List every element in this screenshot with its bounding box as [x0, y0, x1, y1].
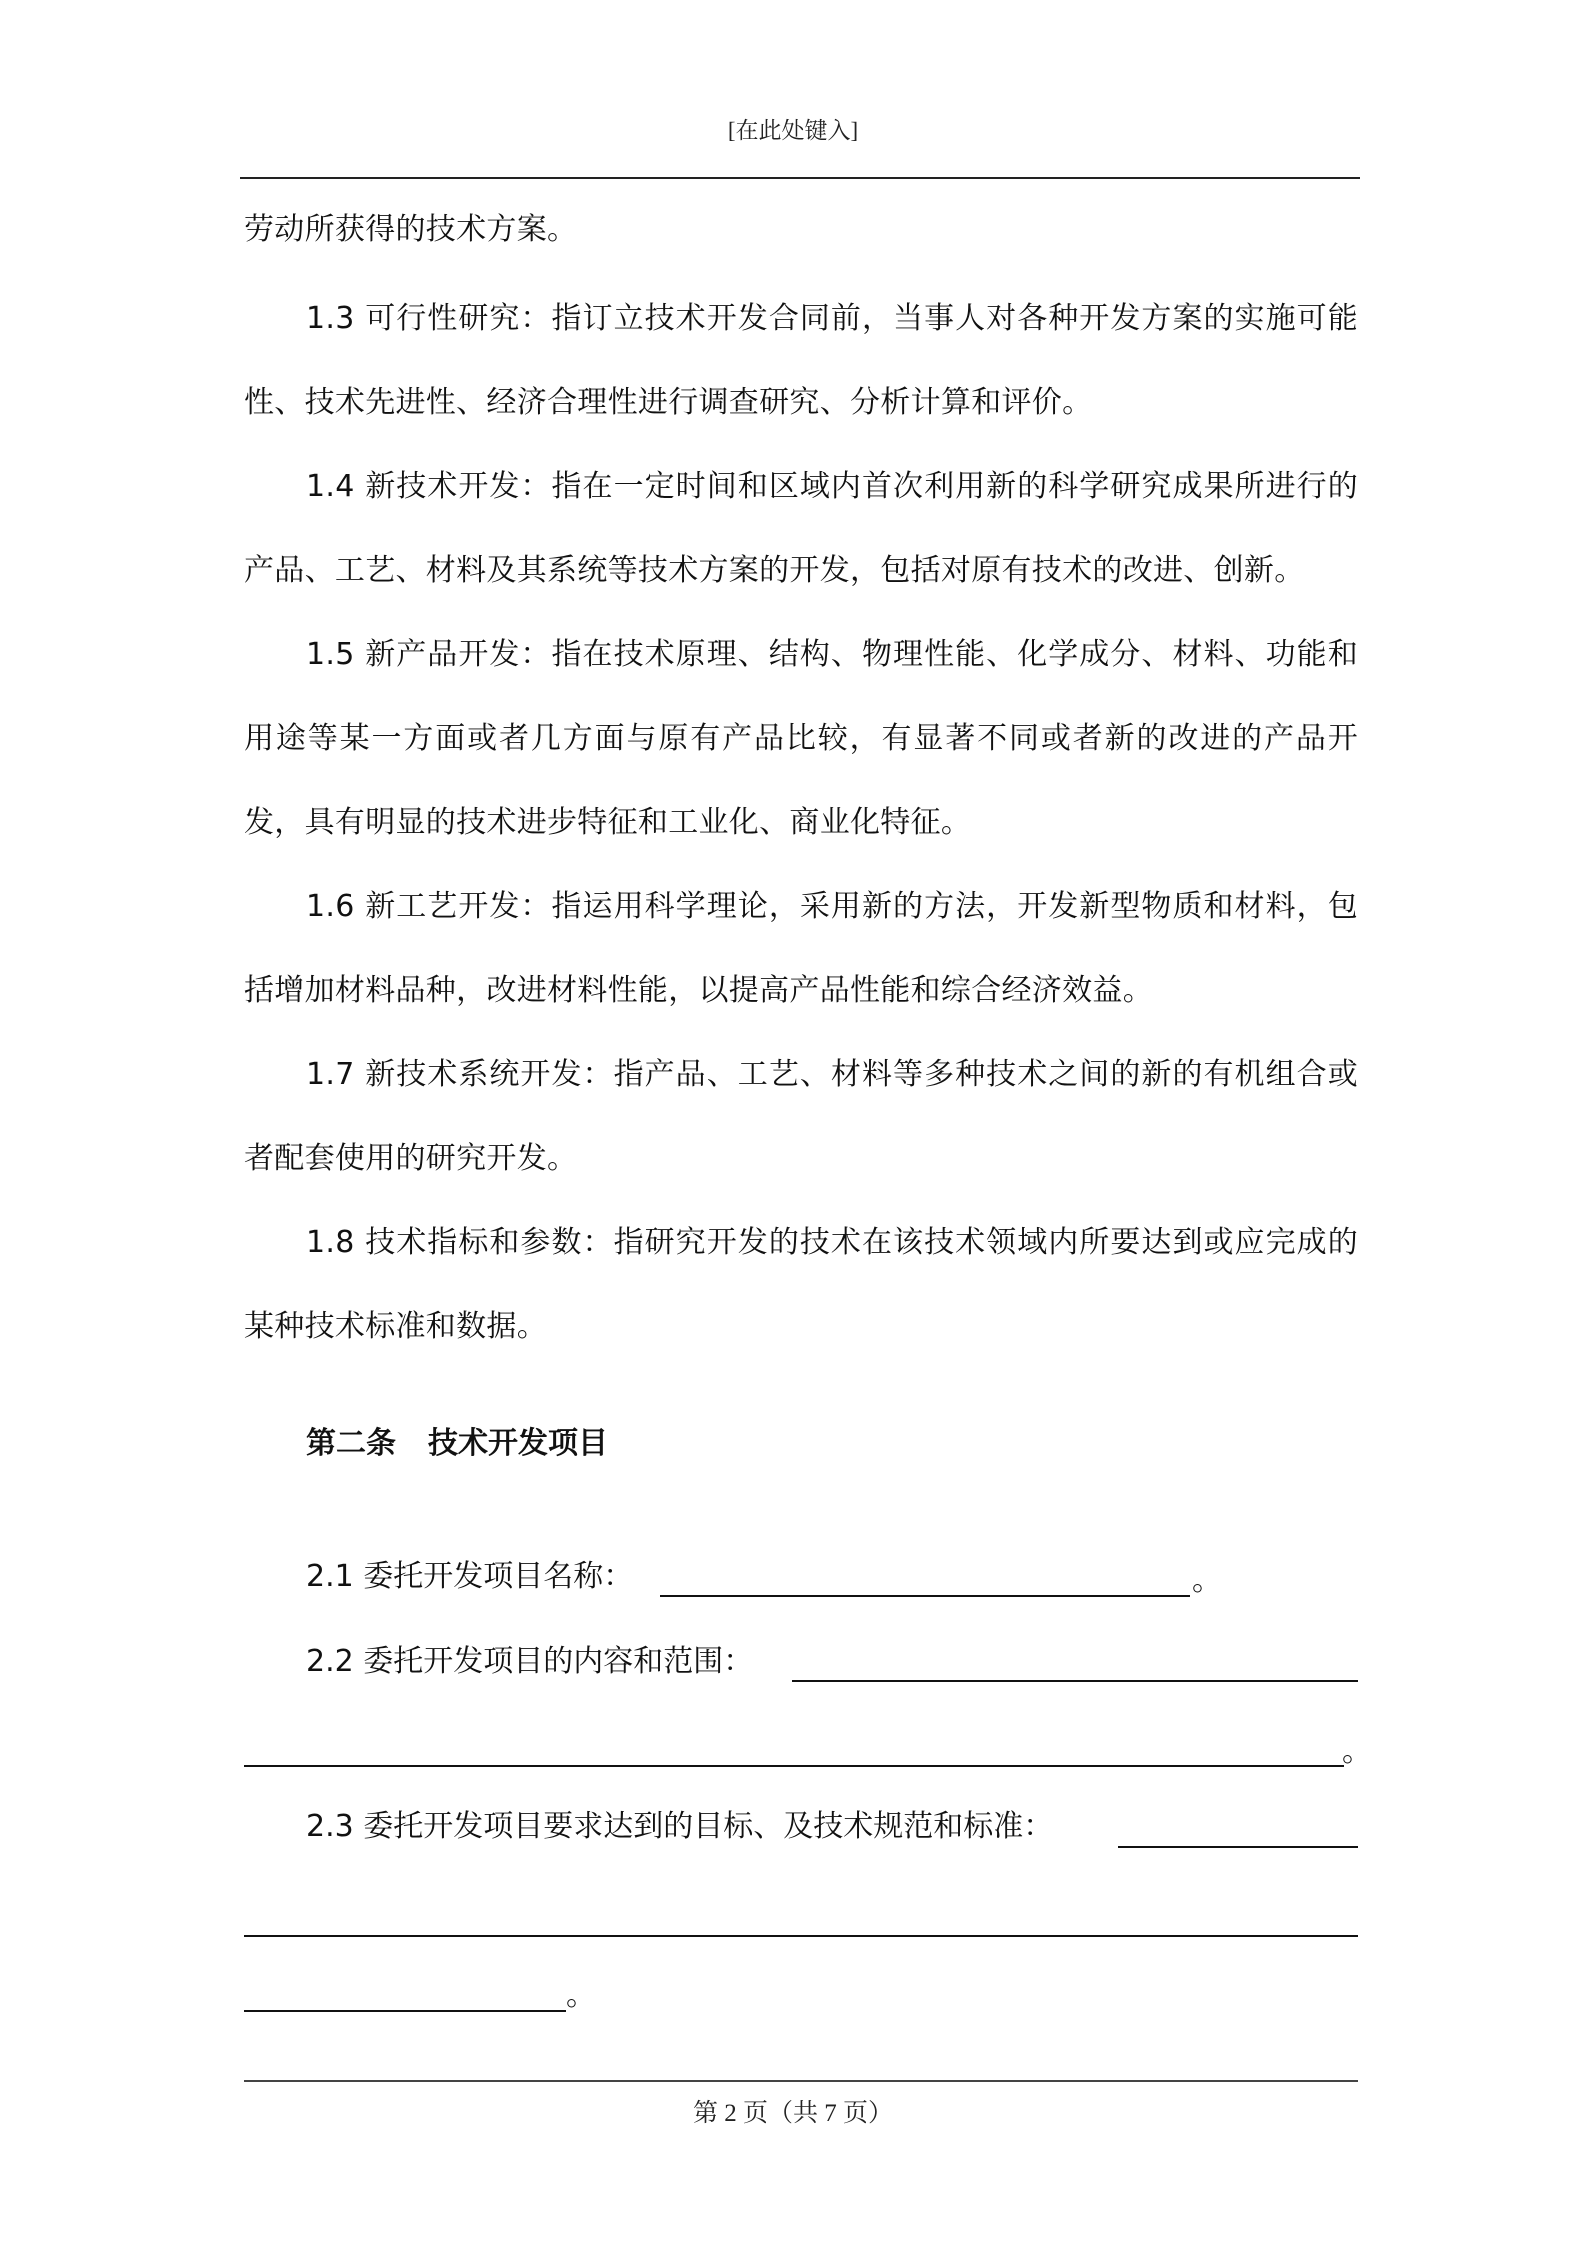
period-2-3: 。 — [566, 1978, 596, 2013]
blank-line-2-2-second[interactable] — [244, 1765, 1344, 1767]
page-footer: 第 2 页（共 7 页） — [692, 2100, 893, 2127]
period-2-2: 。 — [1342, 1734, 1372, 1769]
paragraph-1-3: 1.3 可行性研究：指订立技术开发合同前，当事人对各种开发方案的实施可能性、技术先进性、经济合理性进行调查研究、分析计算和评价。 — [244, 301, 1358, 420]
section-title: 技术开发项目 — [428, 1426, 608, 1461]
page-header: [在此处键入] — [727, 118, 859, 143]
footer-divider — [244, 2080, 1358, 2082]
paragraph-1-7: 1.7 新技术系统开发：指产品、工艺、材料等多种技术之间的新的有机组合或者配套使用的研究开发。 — [244, 1057, 1358, 1176]
header-divider — [240, 177, 1360, 179]
blank-line-2-3-second[interactable] — [244, 1935, 1358, 1937]
paragraph-continuation: 劳动所获得的技术方案。 — [244, 212, 578, 247]
blank-line-2-3-third[interactable] — [244, 2010, 566, 2012]
section-number: 第二条 — [306, 1426, 396, 1461]
field-label-2-3: 2.3 委托开发项目要求达到的目标、及技术规范和标准： — [306, 1809, 1054, 1844]
blank-line-2-1[interactable] — [660, 1595, 1190, 1597]
field-label-2-2: 2.2 委托开发项目的内容和范围： — [306, 1644, 754, 1679]
paragraph-1-4: 1.4 新技术开发：指在一定时间和区域内首次利用新的科学研究成果所进行的产品、工艺、材料及其系统等技术方案的开发，包括对原有技术的改进、创新。 — [244, 469, 1358, 588]
paragraph-1-5: 1.5 新产品开发：指在技术原理、结构、物理性能、化学成分、材料、功能和用途等某一方面或者几方面与原有产品比较，有显著不同或者新的改进的产品开发，具有明显的技术进步特征和工业化、商业化特征。 — [244, 637, 1358, 840]
paragraph-1-6: 1.6 新工艺开发：指运用科学理论，采用新的方法，开发新型物质和材料，包括增加材料品种，改进材料性能，以提高产品性能和综合经济效益。 — [244, 889, 1358, 1008]
blank-line-2-2-first[interactable] — [792, 1680, 1358, 1682]
blank-line-2-3-first[interactable] — [1118, 1846, 1358, 1848]
section-heading — [306, 1414, 608, 1474]
period-2-1: 。 — [1192, 1563, 1222, 1598]
field-label-2-1: 2.1 委托开发项目名称： — [306, 1559, 634, 1594]
paragraph-1-8: 1.8 技术指标和参数：指研究开发的技术在该技术领域内所要达到或应完成的某种技术标准和数据。 — [244, 1225, 1358, 1344]
